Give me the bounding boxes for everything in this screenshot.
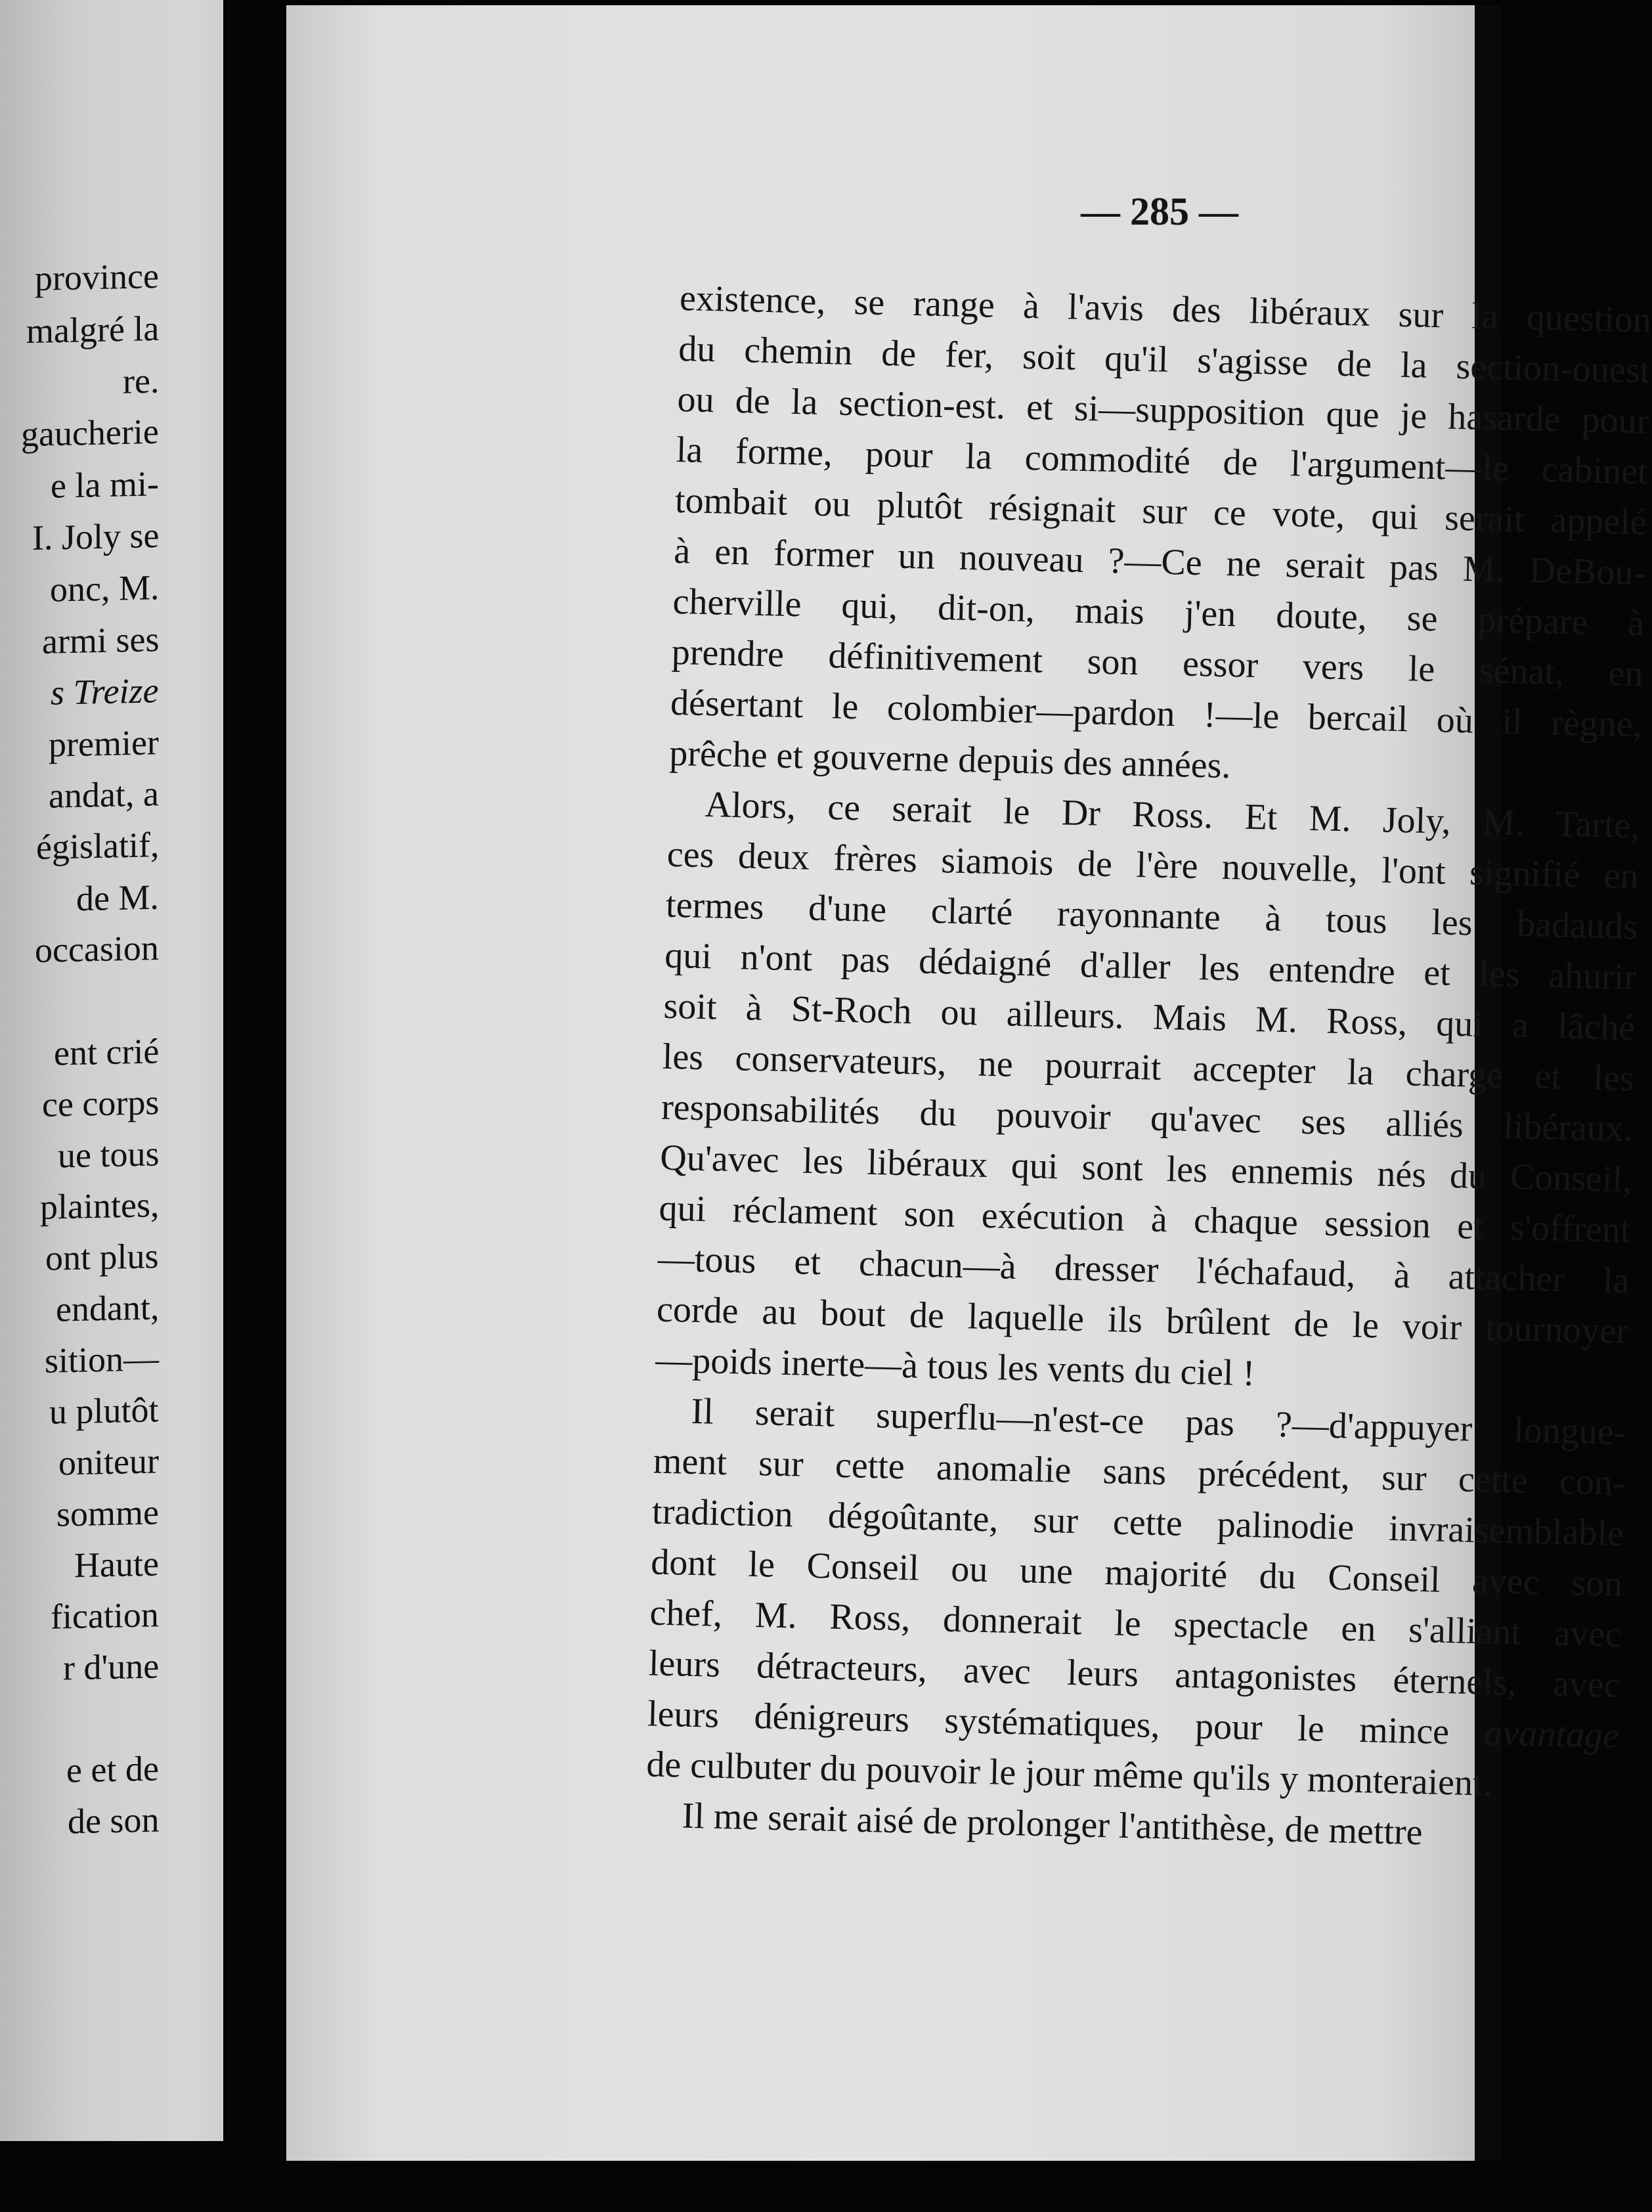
- text-line-content: responsabilités du pouvoir qu'avec ses alliés libéraux.: [661, 1086, 1634, 1150]
- left-page-line: I. Joly se: [32, 515, 159, 558]
- left-page-line: armi ses: [41, 619, 159, 661]
- left-page-line: s Treize: [51, 671, 159, 713]
- text-line-content: —poids inerte—à tous les vents du ciel !: [655, 1339, 1255, 1394]
- text-line-content: prêche et gouverne depuis des années.: [668, 732, 1232, 787]
- text-line-content: tradiction dégoûtante, sur cette palinodie invraisemblable: [651, 1491, 1624, 1555]
- text-line-content: qui réclament son exécution à chaque session et s'offrent: [658, 1187, 1632, 1251]
- left-page-line: oniteur: [58, 1441, 159, 1483]
- left-page-line: premier: [49, 722, 159, 764]
- left-page-line: plaintes,: [39, 1185, 159, 1227]
- text-line-content: les conservateurs, ne pourrait accepter la charge et les: [662, 1036, 1635, 1099]
- text-line-content: leurs dénigreurs systématiques, pour le mince: [647, 1693, 1485, 1754]
- text-line-content: à en former un nouveau ?—Ce ne serait pas M. DeBou-: [673, 530, 1646, 594]
- left-page-line: de M.: [76, 877, 159, 919]
- text-line-content: ou de la section-est. et si—supposition que je hasarde pour: [676, 378, 1649, 442]
- left-page-line: re.: [122, 361, 159, 401]
- left-page-line: malgré la: [26, 308, 159, 351]
- text-line-content: désertant le colombier—pardon !—le bercail où il règne,: [670, 682, 1643, 745]
- left-page-line: de son: [67, 1800, 159, 1842]
- left-page-line: somme: [56, 1492, 159, 1534]
- left-page-line: ue tous: [57, 1134, 159, 1176]
- left-page-line: sition—: [44, 1338, 159, 1381]
- left-page-line: e la mi-: [51, 464, 159, 506]
- text-line-content: tombait ou plutôt résignait sur ce vote, qui serait appelé: [674, 479, 1647, 543]
- text-line-content: Il serait superflu—n'est-ce pas ?—d'appuyer longue-: [690, 1390, 1627, 1453]
- left-page-line: ce corps: [41, 1082, 159, 1124]
- text-line-content: qui n'ont pas dédaigné d'aller les entendre et les ahurir: [664, 935, 1637, 998]
- text-line-content: Alors, ce serait le Dr Ross. Et M. Joly, M. Tarte,: [704, 784, 1640, 847]
- text-line-content: Il me serait aisé de prolonger l'antithèse, de mettre: [682, 1795, 1424, 1853]
- left-page-line: u plutôt: [49, 1390, 159, 1432]
- text-line-content: soit à St-Roch ou ailleurs. Mais M. Ross, qui a lâché: [663, 985, 1636, 1049]
- text-line-content: corde au bout de laquelle ils brûlent de le voir tournoyer: [656, 1289, 1629, 1352]
- left-page-line: gaucherie: [21, 411, 159, 454]
- text-line-content: —tous et chacun—à dresser l'échafaud, à attacher la: [657, 1238, 1630, 1302]
- text-line-content: existence, se range à l'avis des libéraux sur la question: [679, 277, 1652, 341]
- text-line-content: cherville qui, dit-on, mais j'en doute, se prépare à: [672, 581, 1645, 644]
- left-page-line: endant,: [55, 1287, 159, 1329]
- text-line-content: du chemin de fer, soit qu'il s'agisse de la section-ouest: [678, 328, 1651, 391]
- italic-word: avantage: [1483, 1712, 1620, 1757]
- left-page-line: occasion: [35, 928, 159, 970]
- left-page-line: e et de: [66, 1748, 159, 1790]
- text-line-content: Qu'avec les libéraux qui sont les ennemis nés du Conseil,: [659, 1137, 1632, 1201]
- left-page-line: r d'une: [62, 1646, 159, 1688]
- left-page-line: ont plus: [45, 1236, 159, 1278]
- text-line-content: leurs détracteurs, avec leurs antagonistes éternels, avec: [648, 1643, 1621, 1706]
- left-page-line: andat, a: [49, 774, 159, 816]
- left-page-line: égislatif,: [35, 825, 159, 867]
- body-text: [645, 273, 1652, 1863]
- book-binding-gap: [223, 0, 295, 2212]
- text-line-content: dont le Conseil ou une majorité du Conseil avec son: [650, 1541, 1623, 1605]
- left-page-line: province: [35, 256, 159, 298]
- text-line-content: termes d'une clarté rayonnante à tous les badauds: [665, 884, 1638, 948]
- left-page-line: fication: [51, 1595, 159, 1637]
- text-line-content: ment sur cette anomalie sans précédent, sur cette con-: [653, 1440, 1626, 1504]
- page-number: — 285 —: [1081, 190, 1238, 233]
- main-page: [286, 5, 1652, 2161]
- text-line-content: la forme, pour la commodité de l'argument—le cabinet: [676, 429, 1649, 493]
- text-line-content: chef, M. Ross, donnerait le spectacle en s'alliant avec: [649, 1592, 1622, 1656]
- left-page-line: ent crié: [53, 1031, 159, 1073]
- text-line-content: ces deux frères siamois de l'ère nouvelle, l'ont signifié en: [666, 833, 1640, 897]
- left-page-line: Haute: [74, 1543, 159, 1585]
- text-line-content: prendre définitivement son essor vers le sénat, en: [671, 631, 1644, 695]
- text-line-content: de culbuter du pouvoir le jour même qu'ils y monteraient.: [645, 1744, 1493, 1804]
- left-page-line: onc, M.: [49, 567, 159, 609]
